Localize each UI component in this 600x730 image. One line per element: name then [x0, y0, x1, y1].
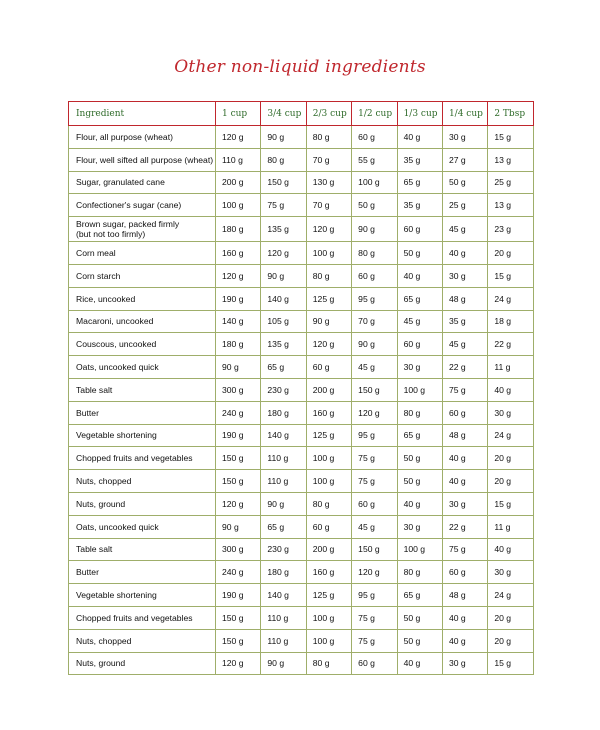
weight-cell: 125 g [306, 424, 351, 447]
weight-cell: 180 g [261, 561, 306, 584]
weight-cell: 150 g [216, 606, 261, 629]
weight-cell: 190 g [216, 584, 261, 607]
weight-cell: 80 g [306, 652, 351, 675]
weight-cell: 24 g [488, 287, 533, 310]
weight-cell: 160 g [216, 242, 261, 265]
table-row [69, 333, 534, 356]
weight-cell: 30 g [488, 561, 533, 584]
weight-cell: 180 g [216, 333, 261, 356]
weight-cell: 75 g [352, 606, 397, 629]
weight-cell: 120 g [216, 264, 261, 287]
weight-cell: 20 g [488, 470, 533, 493]
table-row [69, 126, 534, 149]
weight-cell: 15 g [488, 652, 533, 675]
weight-cell: 30 g [397, 356, 442, 379]
weight-cell: 160 g [306, 401, 351, 424]
ingredient-name: Macaroni, uncooked [69, 310, 216, 333]
weight-cell: 140 g [261, 287, 306, 310]
weight-cell: 150 g [261, 171, 306, 194]
column-header-2-3-cup: 2/3 cup [306, 102, 351, 126]
weight-cell: 22 g [442, 515, 487, 538]
weight-cell: 100 g [216, 194, 261, 217]
table-row [69, 652, 534, 675]
weight-cell: 70 g [352, 310, 397, 333]
weight-cell: 22 g [488, 333, 533, 356]
weight-cell: 120 g [306, 333, 351, 356]
weight-cell: 65 g [397, 424, 442, 447]
weight-cell: 48 g [442, 584, 487, 607]
table-row [69, 561, 534, 584]
ingredient-name: Rice, uncooked [69, 287, 216, 310]
weight-cell: 60 g [352, 126, 397, 149]
weight-cell: 40 g [397, 264, 442, 287]
weight-cell: 20 g [488, 606, 533, 629]
weight-cell: 60 g [397, 217, 442, 242]
weight-cell: 190 g [216, 424, 261, 447]
weight-cell: 80 g [397, 401, 442, 424]
weight-cell: 90 g [261, 652, 306, 675]
weight-cell: 40 g [442, 447, 487, 470]
weight-cell: 45 g [352, 356, 397, 379]
table-row [69, 356, 534, 379]
weight-cell: 45 g [352, 515, 397, 538]
weight-cell: 60 g [397, 333, 442, 356]
conversion-table [68, 101, 534, 675]
weight-cell: 150 g [216, 629, 261, 652]
table-row [69, 378, 534, 401]
weight-cell: 240 g [216, 561, 261, 584]
table-row [69, 310, 534, 333]
weight-cell: 150 g [352, 378, 397, 401]
weight-cell: 65 g [397, 584, 442, 607]
table-row [69, 148, 534, 171]
weight-cell: 60 g [352, 492, 397, 515]
weight-cell: 100 g [306, 606, 351, 629]
weight-cell: 40 g [488, 378, 533, 401]
weight-cell: 11 g [488, 515, 533, 538]
weight-cell: 40 g [488, 538, 533, 561]
weight-cell: 50 g [442, 171, 487, 194]
weight-cell: 75 g [442, 378, 487, 401]
weight-cell: 25 g [488, 171, 533, 194]
weight-cell: 75 g [352, 629, 397, 652]
weight-cell: 90 g [306, 310, 351, 333]
table-row [69, 424, 534, 447]
table-row [69, 606, 534, 629]
weight-cell: 24 g [488, 424, 533, 447]
weight-cell: 13 g [488, 148, 533, 171]
weight-cell: 15 g [488, 126, 533, 149]
table-row [69, 171, 534, 194]
weight-cell: 230 g [261, 378, 306, 401]
weight-cell: 30 g [488, 401, 533, 424]
weight-cell: 27 g [442, 148, 487, 171]
weight-cell: 300 g [216, 538, 261, 561]
weight-cell: 100 g [397, 538, 442, 561]
weight-cell: 30 g [442, 126, 487, 149]
weight-cell: 65 g [397, 287, 442, 310]
ingredient-name: Couscous, uncooked [69, 333, 216, 356]
weight-cell: 70 g [306, 148, 351, 171]
weight-cell: 45 g [397, 310, 442, 333]
weight-cell: 90 g [352, 217, 397, 242]
column-header-1-3-cup: 1/3 cup [397, 102, 442, 126]
table-row [69, 447, 534, 470]
ingredient-name: Oats, uncooked quick [69, 515, 216, 538]
weight-cell: 50 g [397, 606, 442, 629]
weight-cell: 100 g [306, 242, 351, 265]
weight-cell: 110 g [261, 447, 306, 470]
weight-cell: 50 g [397, 447, 442, 470]
weight-cell: 95 g [352, 584, 397, 607]
weight-cell: 40 g [442, 470, 487, 493]
ingredient-name: Vegetable shortening [69, 584, 216, 607]
page-title: Other non-liquid ingredients [174, 57, 426, 77]
weight-cell: 120 g [352, 401, 397, 424]
weight-cell: 40 g [442, 606, 487, 629]
weight-cell: 75 g [352, 447, 397, 470]
weight-cell: 24 g [488, 584, 533, 607]
weight-cell: 80 g [397, 561, 442, 584]
weight-cell: 75 g [261, 194, 306, 217]
weight-cell: 45 g [442, 217, 487, 242]
weight-cell: 20 g [488, 629, 533, 652]
table-row [69, 242, 534, 265]
weight-cell: 240 g [216, 401, 261, 424]
weight-cell: 90 g [261, 492, 306, 515]
weight-cell: 80 g [306, 492, 351, 515]
weight-cell: 60 g [306, 356, 351, 379]
weight-cell: 100 g [397, 378, 442, 401]
weight-cell: 40 g [397, 652, 442, 675]
weight-cell: 125 g [306, 287, 351, 310]
weight-cell: 65 g [261, 356, 306, 379]
column-header-1-2-cup: 1/2 cup [352, 102, 397, 126]
weight-cell: 90 g [261, 126, 306, 149]
weight-cell: 40 g [442, 242, 487, 265]
weight-cell: 150 g [352, 538, 397, 561]
weight-cell: 60 g [442, 561, 487, 584]
weight-cell: 140 g [216, 310, 261, 333]
weight-cell: 80 g [306, 264, 351, 287]
ingredient-name: Nuts, chopped [69, 470, 216, 493]
weight-cell: 30 g [442, 264, 487, 287]
weight-cell: 18 g [488, 310, 533, 333]
weight-cell: 230 g [261, 538, 306, 561]
ingredient-name: Confectioner's sugar (cane) [69, 194, 216, 217]
table-row [69, 217, 534, 242]
column-header-1-cup: 1 cup [216, 102, 261, 126]
weight-cell: 120 g [306, 217, 351, 242]
ingredient-name: Oats, uncooked quick [69, 356, 216, 379]
ingredient-name: Butter [69, 401, 216, 424]
weight-cell: 11 g [488, 356, 533, 379]
weight-cell: 180 g [261, 401, 306, 424]
weight-cell: 60 g [306, 515, 351, 538]
ingredient-name: Flour, all purpose (wheat) [69, 126, 216, 149]
ingredient-name: Chopped fruits and vegetables [69, 447, 216, 470]
weight-cell: 65 g [261, 515, 306, 538]
weight-cell: 35 g [442, 310, 487, 333]
weight-cell: 100 g [306, 447, 351, 470]
weight-cell: 50 g [397, 470, 442, 493]
ingredient-name: Vegetable shortening [69, 424, 216, 447]
weight-cell: 90 g [352, 333, 397, 356]
weight-cell: 130 g [306, 171, 351, 194]
weight-cell: 100 g [306, 470, 351, 493]
weight-cell: 50 g [352, 194, 397, 217]
weight-cell: 80 g [261, 148, 306, 171]
table-row [69, 287, 534, 310]
weight-cell: 80 g [352, 242, 397, 265]
weight-cell: 35 g [397, 148, 442, 171]
weight-cell: 120 g [216, 492, 261, 515]
weight-cell: 55 g [352, 148, 397, 171]
ingredient-name: Butter [69, 561, 216, 584]
weight-cell: 200 g [306, 378, 351, 401]
weight-cell: 120 g [216, 126, 261, 149]
table-row [69, 401, 534, 424]
weight-cell: 100 g [306, 629, 351, 652]
weight-cell: 110 g [216, 148, 261, 171]
column-header-1-4-cup: 1/4 cup [442, 102, 487, 126]
column-header-ingredient: Ingredient [69, 102, 216, 126]
weight-cell: 100 g [352, 171, 397, 194]
weight-cell: 80 g [306, 126, 351, 149]
table-row [69, 538, 534, 561]
weight-cell: 23 g [488, 217, 533, 242]
weight-cell: 135 g [261, 217, 306, 242]
weight-cell: 20 g [488, 242, 533, 265]
weight-cell: 125 g [306, 584, 351, 607]
weight-cell: 120 g [216, 652, 261, 675]
table-row [69, 629, 534, 652]
weight-cell: 13 g [488, 194, 533, 217]
weight-cell: 30 g [442, 492, 487, 515]
weight-cell: 135 g [261, 333, 306, 356]
weight-cell: 22 g [442, 356, 487, 379]
weight-cell: 95 g [352, 287, 397, 310]
weight-cell: 65 g [397, 171, 442, 194]
column-header-2-tbsp: 2 Tbsp [488, 102, 533, 126]
ingredient-name: Nuts, ground [69, 652, 216, 675]
weight-cell: 30 g [397, 515, 442, 538]
ingredient-name: Chopped fruits and vegetables [69, 606, 216, 629]
weight-cell: 20 g [488, 447, 533, 470]
weight-cell: 140 g [261, 584, 306, 607]
weight-cell: 50 g [397, 629, 442, 652]
table-row [69, 584, 534, 607]
ingredient-name: Corn starch [69, 264, 216, 287]
table-row [69, 194, 534, 217]
weight-cell: 120 g [261, 242, 306, 265]
weight-cell: 30 g [442, 652, 487, 675]
weight-cell: 110 g [261, 606, 306, 629]
weight-cell: 48 g [442, 424, 487, 447]
weight-cell: 150 g [216, 470, 261, 493]
weight-cell: 40 g [442, 629, 487, 652]
weight-cell: 40 g [397, 492, 442, 515]
weight-cell: 110 g [261, 629, 306, 652]
weight-cell: 50 g [397, 242, 442, 265]
weight-cell: 105 g [261, 310, 306, 333]
weight-cell: 60 g [352, 264, 397, 287]
ingredient-name: Sugar, granulated cane [69, 171, 216, 194]
weight-cell: 48 g [442, 287, 487, 310]
weight-cell: 40 g [397, 126, 442, 149]
table-row [69, 515, 534, 538]
weight-cell: 35 g [397, 194, 442, 217]
table-row [69, 264, 534, 287]
ingredient-name: Nuts, chopped [69, 629, 216, 652]
weight-cell: 60 g [442, 401, 487, 424]
weight-cell: 110 g [261, 470, 306, 493]
weight-cell: 180 g [216, 217, 261, 242]
ingredient-name: Nuts, ground [69, 492, 216, 515]
weight-cell: 200 g [216, 171, 261, 194]
weight-cell: 140 g [261, 424, 306, 447]
weight-cell: 75 g [442, 538, 487, 561]
weight-cell: 25 g [442, 194, 487, 217]
column-header-3-4-cup: 3/4 cup [261, 102, 306, 126]
weight-cell: 300 g [216, 378, 261, 401]
weight-cell: 90 g [261, 264, 306, 287]
ingredient-name: Table salt [69, 538, 216, 561]
ingredient-name: Flour, well sifted all purpose (wheat) [69, 148, 216, 171]
ingredient-name: Brown sugar, packed firmly (but not too firmly) [69, 217, 216, 242]
weight-cell: 60 g [352, 652, 397, 675]
table-body [69, 126, 534, 675]
weight-cell: 160 g [306, 561, 351, 584]
weight-cell: 90 g [216, 515, 261, 538]
weight-cell: 190 g [216, 287, 261, 310]
weight-cell: 95 g [352, 424, 397, 447]
table-row [69, 492, 534, 515]
header-row [69, 102, 534, 126]
weight-cell: 150 g [216, 447, 261, 470]
weight-cell: 75 g [352, 470, 397, 493]
weight-cell: 120 g [352, 561, 397, 584]
ingredient-name: Table salt [69, 378, 216, 401]
ingredient-name: Corn meal [69, 242, 216, 265]
weight-cell: 90 g [216, 356, 261, 379]
weight-cell: 45 g [442, 333, 487, 356]
table-row [69, 470, 534, 493]
weight-cell: 15 g [488, 264, 533, 287]
weight-cell: 15 g [488, 492, 533, 515]
weight-cell: 70 g [306, 194, 351, 217]
weight-cell: 200 g [306, 538, 351, 561]
